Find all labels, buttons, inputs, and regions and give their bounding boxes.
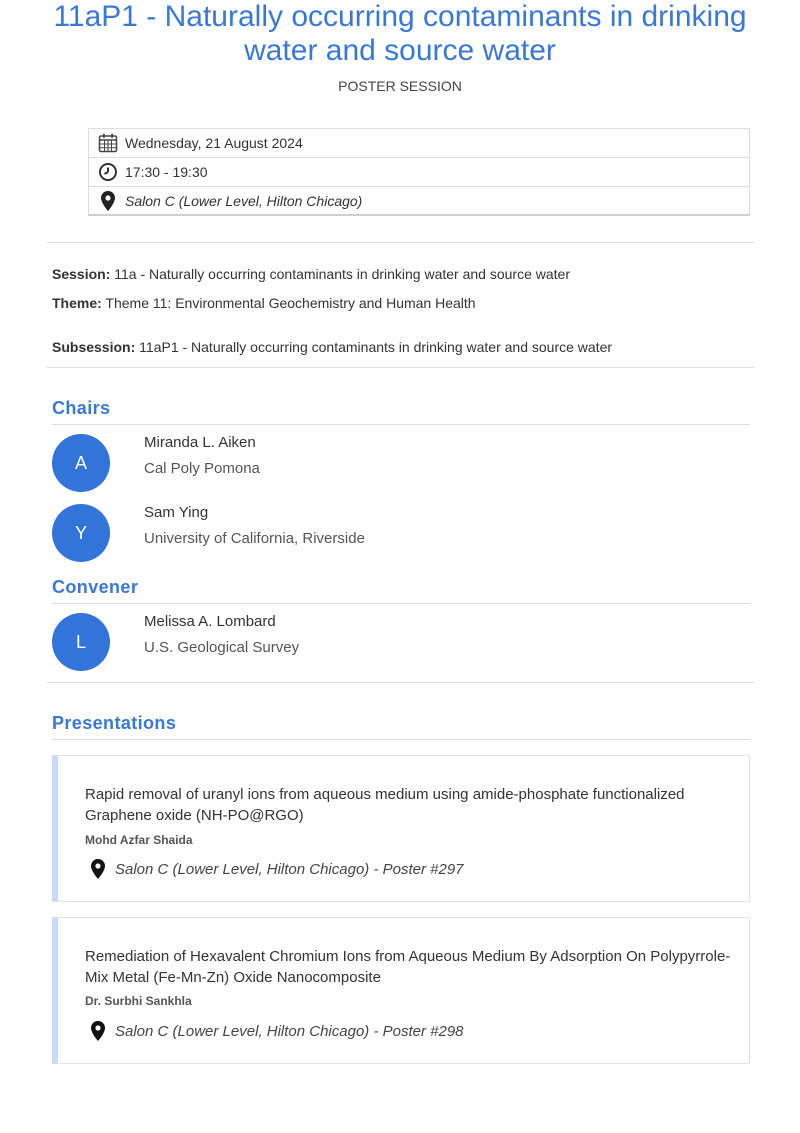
- presentation-author: Dr. Surbhi Sankhla: [85, 994, 192, 1008]
- session-label: Session: [52, 266, 106, 282]
- location-row: [88, 186, 750, 216]
- session-location: Salon C (Lower Level, Hilton Chicago): [125, 192, 363, 209]
- session-type-label: POSTER SESSION: [338, 78, 462, 94]
- presentation-location-text: Salon C (Lower Level, Hilton Chicago) - Poster #297: [115, 860, 464, 878]
- presentation-card[interactable]: [52, 755, 750, 902]
- subsession-label: Subsession: [52, 339, 131, 355]
- person-affiliation: Cal Poly Pomona: [144, 460, 260, 477]
- theme-value: Theme 11: Environmental Geochemistry and Human Health: [101, 295, 476, 311]
- subsession-value: 11aP1 - Naturally occurring contaminants in drinking water and source water: [135, 339, 613, 355]
- presentation-title[interactable]: Rapid removal of uranyl ions from aqueous medium using amide-phosphate functionalized Graphene oxide (NH-PO@RGO): [85, 786, 685, 824]
- presentation-location: [91, 859, 464, 879]
- avatar: A: [52, 434, 110, 492]
- chair-person[interactable]: [52, 504, 750, 564]
- session-meta: Session: 11a - Naturally occurring contaminants in drinking water and source water: [52, 266, 571, 282]
- chair-person[interactable]: [52, 434, 750, 494]
- map-pin-icon: [91, 1021, 105, 1041]
- presentations-heading: Presentations: [52, 713, 177, 733]
- convener-heading: Convener: [52, 577, 139, 597]
- session-time: 17:30 - 19:30: [125, 164, 208, 180]
- person-affiliation: University of California, Riverside: [144, 530, 365, 547]
- presentation-card[interactable]: [52, 917, 750, 1064]
- presentation-location-text: Salon C (Lower Level, Hilton Chicago) - Poster #298: [115, 1022, 464, 1040]
- person-affiliation: U.S. Geological Survey: [144, 639, 300, 656]
- avatar: L: [52, 613, 110, 671]
- avatar: Y: [52, 504, 110, 562]
- divider: [47, 682, 754, 683]
- calendar-icon: [97, 132, 119, 154]
- subsession-meta: Subsession: 11aP1 - Naturally occurring contaminants in drinking water and source water: [52, 339, 613, 355]
- person-name[interactable]: Sam Ying: [144, 504, 209, 521]
- divider: [47, 367, 754, 368]
- section-divider: [52, 603, 750, 604]
- presentation-location: [91, 1021, 464, 1041]
- convener-person[interactable]: [52, 613, 750, 673]
- date-row: [88, 128, 750, 158]
- theme-label: Theme: [52, 295, 98, 311]
- divider: [47, 242, 754, 243]
- session-value: 11a - Naturally occurring contaminants in drinking water and source water: [110, 266, 571, 282]
- person-name[interactable]: Miranda L. Aiken: [144, 434, 256, 451]
- theme-meta: Theme: Theme 11: Environmental Geochemistry and Human Health: [52, 295, 476, 311]
- map-pin-icon: [97, 190, 119, 212]
- clock-icon: [97, 161, 119, 183]
- map-pin-icon: [91, 859, 105, 879]
- chairs-heading: Chairs: [52, 398, 111, 418]
- time-row: [88, 157, 750, 187]
- person-name[interactable]: Melissa A. Lombard: [144, 613, 276, 630]
- session-date: Wednesday, 21 August 2024: [125, 135, 303, 151]
- section-divider: [52, 424, 750, 425]
- section-divider: [52, 739, 750, 740]
- presentation-title[interactable]: Remediation of Hexavalent Chromium Ions from Aqueous Medium By Adsorption On Polypyrrole-Mix Metal (Fe-Mn-Zn) Oxide Nanocomposite: [85, 948, 731, 986]
- session-info-box: [88, 128, 750, 216]
- page-title: 11aP1 - Naturally occurring contaminants in drinking water and source water: [53, 0, 747, 67]
- presentation-author: Mohd Azfar Shaida: [85, 833, 193, 847]
